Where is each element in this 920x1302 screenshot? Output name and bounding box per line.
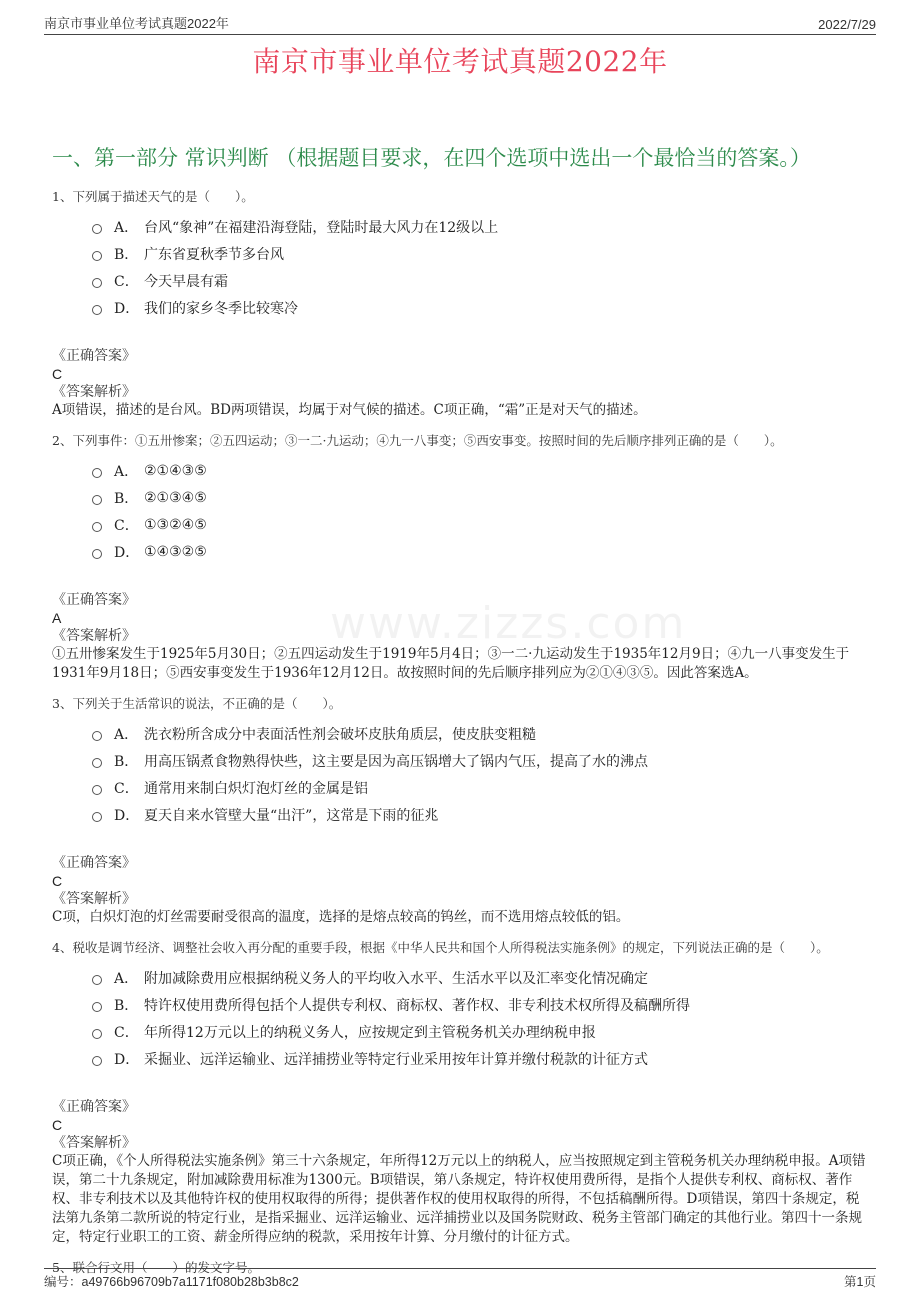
radio-icon[interactable] <box>92 812 102 822</box>
option-d[interactable] <box>92 538 868 565</box>
option-list <box>92 213 868 321</box>
question-2 <box>52 432 868 683</box>
option-b[interactable] <box>92 240 868 267</box>
answer-block <box>52 591 868 683</box>
page-footer <box>44 1268 876 1290</box>
correct-answer-label: 《正确答案》 <box>52 348 136 364</box>
radio-icon[interactable] <box>92 1002 102 1012</box>
correct-answer: C <box>52 873 63 889</box>
correct-answer: C <box>52 1117 63 1133</box>
option-list <box>92 457 868 565</box>
radio-icon[interactable] <box>92 975 102 985</box>
question-4 <box>52 939 868 1247</box>
option-text: 洗衣粉所含成分中表面活性剂会破坏皮肤角质层，使皮肤变粗糙 <box>144 726 536 743</box>
watermark: www.zizzs.com <box>330 598 687 649</box>
analysis-text: A项错误，描述的是台风。BD两项错误，均属于对气候的描述。C项正确，“霜”正是对天气的描述。 <box>52 402 647 418</box>
option-letter: A． <box>114 726 139 743</box>
option-letter: B． <box>114 997 139 1014</box>
option-text: 台风“象神”在福建沿海登陆，登陆时最大风力在12级以上 <box>144 219 499 236</box>
page-header <box>44 10 876 35</box>
option-letter: D． <box>114 300 140 317</box>
option-text: ②①③④⑤ <box>144 489 207 506</box>
radio-icon[interactable] <box>92 1029 102 1039</box>
option-text: 通常用来制白炽灯泡灯丝的金属是铝 <box>144 780 368 797</box>
option-a[interactable] <box>92 720 868 747</box>
question-stem: 1、下列属于描述天气的是（ ）。 <box>52 189 254 204</box>
radio-icon[interactable] <box>92 522 102 532</box>
option-text: ①④③②⑤ <box>144 543 207 560</box>
question-stem: 2、下列事件：①五卅惨案；②五四运动；③一二·九运动；④九一八事变；⑤西安事变。按照时间的先后顺序排列正确的是（ ）。 <box>52 433 783 448</box>
option-c[interactable] <box>92 267 868 294</box>
answer-block <box>52 347 868 420</box>
analysis-label: 《答案解析》 <box>52 628 136 644</box>
option-list <box>92 720 868 828</box>
question-stem: 3、下列关于生活常识的说法，不正确的是（ ）。 <box>52 696 342 711</box>
option-letter: C． <box>114 517 139 534</box>
option-letter: A． <box>114 463 139 480</box>
radio-icon[interactable] <box>92 251 102 261</box>
option-text: 采掘业、远洋运输业、远洋捕捞业等特定行业采用按年计算并缴付税款的计征方式 <box>144 1051 648 1068</box>
radio-icon[interactable] <box>92 758 102 768</box>
option-c[interactable] <box>92 1018 868 1045</box>
option-letter: B． <box>114 246 139 263</box>
radio-icon[interactable] <box>92 278 102 288</box>
option-d[interactable] <box>92 294 868 321</box>
option-letter: A． <box>114 219 139 236</box>
option-c[interactable] <box>92 774 868 801</box>
option-list <box>92 964 868 1072</box>
option-text: 附加减除费用应根据纳税义务人的平均收入水平、生活水平以及汇率变化情况确定 <box>144 970 648 987</box>
option-text: 广东省夏秋季节多台风 <box>144 246 284 263</box>
header-doc-title: 南京市事业单位考试真题2022年 <box>44 16 229 31</box>
option-text: 今天早晨有霜 <box>144 273 228 290</box>
option-b[interactable] <box>92 747 868 774</box>
option-text: 夏天自来水管壁大量“出汗”，这常是下雨的征兆 <box>144 807 439 824</box>
option-letter: D． <box>114 807 140 824</box>
analysis-label: 《答案解析》 <box>52 891 136 907</box>
option-text: ①③②④⑤ <box>144 516 207 533</box>
analysis-text: ①五卅惨案发生于1925年5月30日；②五四运动发生于1919年5月4日；③一二·九运动发生于1935年12月9日；④九一八事变发生于1931年9月18日；⑤西安事变发生于1936年12月12日。故按照时间的先后顺序排列应为②①④③⑤。因此答案选A。 <box>52 646 850 681</box>
radio-icon[interactable] <box>92 731 102 741</box>
option-letter: B． <box>114 490 139 507</box>
radio-icon[interactable] <box>92 1056 102 1066</box>
footer-page-number: 第1页 <box>844 1275 876 1289</box>
header-date: 2022/7/29 <box>818 17 876 32</box>
option-letter: C． <box>114 780 139 797</box>
option-c[interactable] <box>92 511 868 538</box>
correct-answer: A <box>52 610 62 626</box>
radio-icon[interactable] <box>92 785 102 795</box>
option-b[interactable] <box>92 991 868 1018</box>
radio-icon[interactable] <box>92 468 102 478</box>
page-title: 南京市事业单位考试真题2022年 <box>252 45 668 78</box>
option-b[interactable] <box>92 484 868 511</box>
option-text: ②①④③⑤ <box>144 462 207 479</box>
correct-answer-label: 《正确答案》 <box>52 1099 136 1115</box>
analysis-label: 《答案解析》 <box>52 1135 136 1151</box>
option-text: 我们的家乡冬季比较寒冷 <box>144 300 298 317</box>
question-3 <box>52 695 868 927</box>
option-letter: D． <box>114 1051 140 1068</box>
question-list <box>52 188 868 1289</box>
radio-icon[interactable] <box>92 549 102 559</box>
radio-icon[interactable] <box>92 495 102 505</box>
correct-answer-label: 《正确答案》 <box>52 855 136 871</box>
option-text: 年所得12万元以上的纳税义务人，应按规定到主管税务机关办理纳税申报 <box>144 1024 596 1041</box>
option-text: 用高压锅煮食物熟得快些，这主要是因为高压锅增大了锅内气压，提高了水的沸点 <box>144 753 648 770</box>
option-d[interactable] <box>92 801 868 828</box>
option-a[interactable] <box>92 213 868 240</box>
option-letter: C． <box>114 1024 139 1041</box>
option-letter: B． <box>114 753 139 770</box>
question-1 <box>52 188 868 420</box>
option-a[interactable] <box>92 964 868 991</box>
analysis-label: 《答案解析》 <box>52 384 136 400</box>
answer-block <box>52 1098 868 1247</box>
question-stem: 5、联合行文用（ ）的发文字号。 <box>52 1260 260 1275</box>
option-d[interactable] <box>92 1045 868 1072</box>
analysis-text: C项，白炽灯泡的灯丝需要耐受很高的温度，选择的是熔点较高的钨丝，而不选用熔点较低的铝。 <box>52 909 630 925</box>
answer-block <box>52 854 868 927</box>
analysis-text: C项正确，《个人所得税法实施条例》第三十六条规定，年所得12万元以上的纳税人，应当按照规定到主管税务机关办理纳税申报。A项错误，第二十九条规定，附加减除费用标准为1300元。B项错误，第八条规定，特许权使用费所得，是指个人提供专利权、商标权、著作权、非专利技术以及其他特许权的使用权取得的所得；提供著作权的使用权取得的所得，不包括稿酬所得。D项错误，第四十条规定，税法第九条第二款所说的特定行业，是指采掘业、远洋运输业、远洋捕捞业以及国务院财政、税务主管部门确定的其他行业。第四十一条规定，特定行业职工的工资、薪金所得应纳的税款，采用按年计算、分月缴付的计征方式。 <box>52 1153 866 1245</box>
option-a[interactable] <box>92 457 868 484</box>
correct-answer: C <box>52 366 63 382</box>
footer-doc-id: 编号：a49766b96709b7a1171f080b28b3b8c2 <box>44 1275 299 1289</box>
correct-answer-label: 《正确答案》 <box>52 592 136 608</box>
section-title: 一、第一部分 常识判断 （根据题目要求，在四个选项中选出一个最恰当的答案。） <box>52 146 811 170</box>
question-stem: 4、税收是调节经济、调整社会收入再分配的重要手段，根据《中华人民共和国个人所得税法实施条例》的规定，下列说法正确的是（ ）。 <box>52 940 829 955</box>
radio-icon[interactable] <box>92 224 102 234</box>
option-text: 特许权使用费所得包括个人提供专利权、商标权、著作权、非专利技术权所得及稿酬所得 <box>144 997 690 1014</box>
option-letter: D． <box>114 544 140 561</box>
radio-icon[interactable] <box>92 305 102 315</box>
option-letter: A． <box>114 970 139 987</box>
option-letter: C． <box>114 273 139 290</box>
